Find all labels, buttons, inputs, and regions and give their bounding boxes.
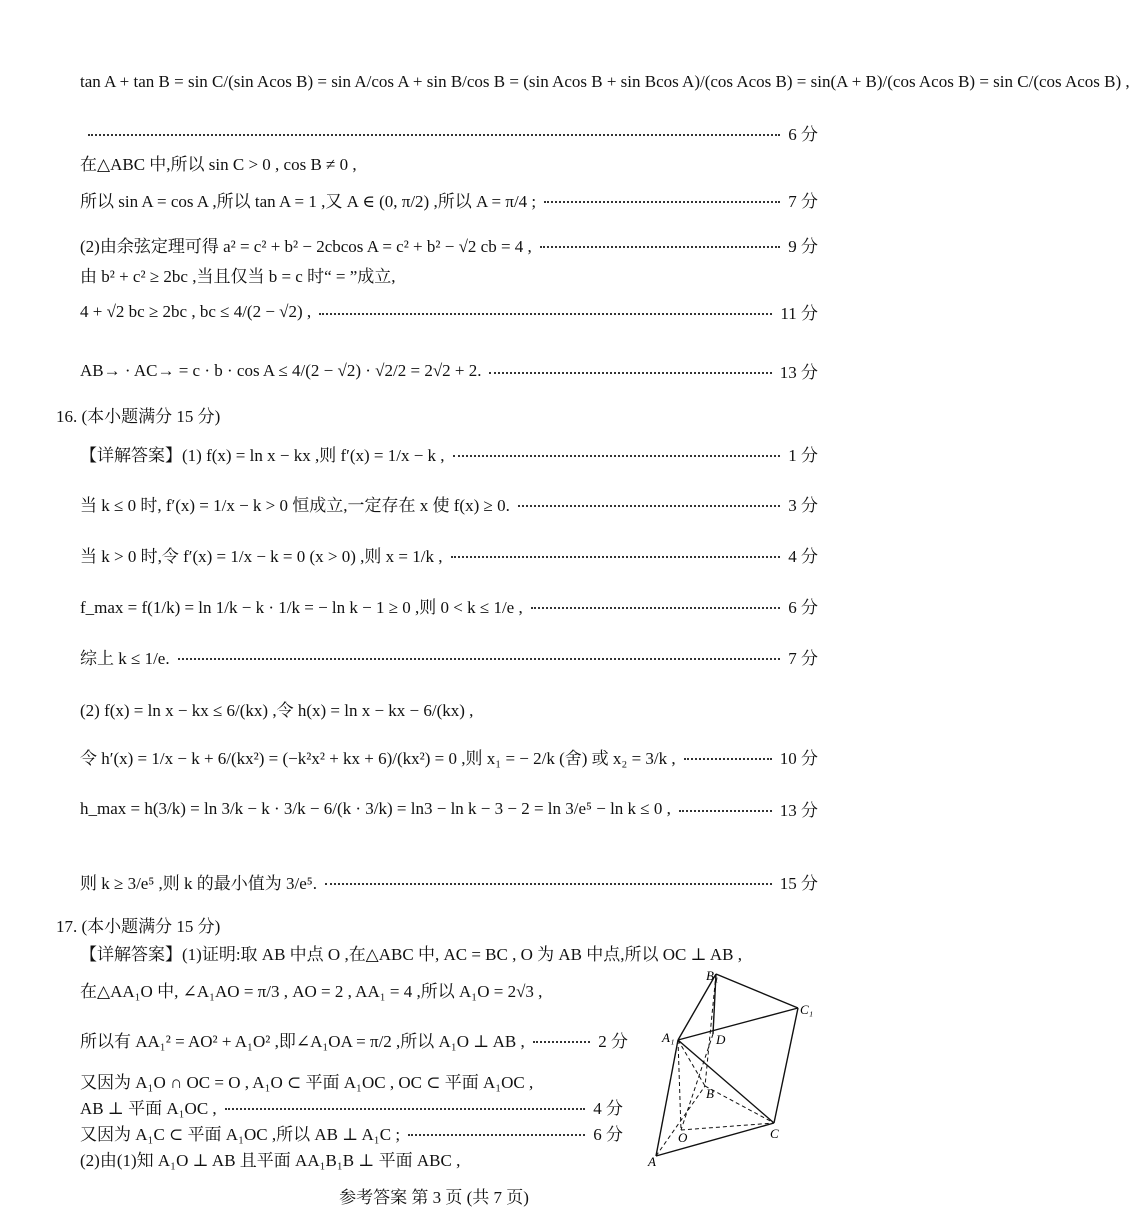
- dot-leader: [544, 201, 780, 203]
- answer-line: [80, 1146, 638, 1171]
- label-O: O: [678, 1130, 688, 1145]
- score-label: 1 分: [788, 446, 818, 465]
- answer-line: [80, 796, 818, 821]
- line-text: h_max = h(3/k) = ln 3/k − k · 3/k − 6/(k · 3/k) = ln3 − ln k − 3 − 2 = ln 3/e⁵ − ln k ≤ 0 ,: [80, 798, 671, 818]
- line-text: 【详解答案】(1) f(x) = ln x − kx ,则 f′(x) = 1/x − k ,: [80, 446, 445, 465]
- answer-line: [80, 299, 818, 324]
- dot-leader: [518, 505, 780, 507]
- label-B: B: [706, 1086, 714, 1101]
- answer-line: [80, 940, 818, 965]
- line-text: 在△AA₁O 中, ∠A₁AO = π/3 , AO = 2 , AA₁ = 4 ,所以 A₁O = 2√3 ,: [80, 982, 543, 1001]
- dot-leader: [679, 810, 772, 812]
- dot-leader: [531, 607, 781, 609]
- line-text: 由 b² + c² ≥ 2bc ,当且仅当 b = c 时“ = ”成立,: [80, 267, 396, 286]
- dot-leader: [319, 313, 772, 315]
- page-footer: 参考答案 第 3 页 (共 7 页): [339, 1188, 529, 1207]
- score-label: 9 分: [788, 237, 818, 256]
- line-text: (2) f(x) = ln x − kx ≤ 6/(kx) ,令 h(x) = ln x − kx − 6/(kx) ,: [80, 701, 474, 720]
- line-text: 又因为 A₁O ∩ OC = O , A₁O ⊂ 平面 A₁OC , OC ⊂ 平面 A₁OC ,: [80, 1073, 534, 1092]
- label-A1: A₁: [662, 1030, 675, 1045]
- line-text: 当 k ≤ 0 时, f′(x) = 1/x − k > 0 恒成立,一定存在 x 使 f(x) ≥ 0.: [80, 496, 510, 515]
- score-label: 13 分: [779, 363, 818, 382]
- answer-line: [80, 644, 818, 669]
- label-D: D: [716, 1032, 726, 1047]
- line-text: 所以 sin A = cos A ,所以 tan A = 1 ,又 A ∈ (0, π/2) ,所以 A = π/4 ;: [80, 192, 537, 211]
- line-text: (2)由余弦定理可得 a² = c² + b² − 2cbcos A = c² + b² − √2 cb = 4 ,: [80, 237, 532, 256]
- answer-line: [80, 977, 638, 1002]
- line-text: 令 h′(x) = 1/x − k + 6/(kx²) = (−k²x² + kx + 6)/(kx²) = 0 ,则 x₁ = − 2/k (舍) 或 x₂ = 3/k ,: [80, 749, 676, 768]
- answer-line: [80, 744, 818, 769]
- answer-line: [80, 232, 818, 257]
- score-label: 3 分: [788, 496, 818, 515]
- line-text: 在△ABC 中,所以 sin C > 0 , cos B ≠ 0 ,: [80, 155, 357, 174]
- dot-leader: [540, 246, 780, 248]
- line-text: 则 k ≥ 3/e⁵ ,则 k 的最小值为 3/e⁵.: [80, 874, 317, 893]
- score-label: 10 分: [779, 749, 818, 768]
- answer-line: [80, 1094, 623, 1119]
- answer-line: [80, 696, 818, 721]
- answer-line: [80, 150, 818, 175]
- score-label: 6 分: [788, 598, 818, 617]
- line-text: 4 + √2 bc ≥ 2bc , bc ≤ 4/(2 − √2) ,: [80, 301, 312, 321]
- prism-figure: [648, 968, 818, 1168]
- line-text: 【详解答案】(1)证明:取 AB 中点 O ,在△ABC 中, AC = BC , O 为 AB 中点,所以 OC ⊥ AB ,: [80, 945, 743, 964]
- dot-leader: [451, 556, 781, 558]
- answer-line: [80, 1068, 638, 1093]
- answer-line: [80, 441, 818, 466]
- score-label: 11 分: [780, 304, 818, 323]
- line-text: (2)由(1)知 A₁O ⊥ AB 且平面 AA₁B₁B ⊥ 平面 ABC ,: [80, 1151, 461, 1170]
- line-text: f_max = f(1/k) = ln 1/k − k · 1/k = − ln k − 1 ≥ 0 ,则 0 < k ≤ 1/e ,: [80, 598, 523, 617]
- line-text: tan A + tan B = sin C/(sin Acos B) = sin A/cos A + sin B/cos B = (sin Acos B + sin Bcos A)/(cos Acos B) = sin(A + B)/(cos Acos B) = sin C/(cos Acos B) ,: [80, 72, 1130, 91]
- answer-line: [80, 262, 818, 287]
- score-label: 4 分: [593, 1099, 623, 1118]
- answer-line: [80, 491, 818, 516]
- label-A: A: [648, 1154, 656, 1169]
- answer-line: [80, 187, 818, 212]
- dot-leader: [225, 1108, 586, 1110]
- label-C: C: [770, 1126, 779, 1141]
- answer-line: [80, 1027, 628, 1052]
- answer-line: [80, 869, 818, 894]
- line-text: 综上 k ≤ 1/e.: [80, 649, 170, 668]
- score-label: 2 分: [598, 1032, 628, 1051]
- dot-leader: [453, 455, 781, 457]
- dot-leader: [325, 883, 772, 885]
- label-C1: C₁: [800, 1002, 814, 1017]
- dot-leader: [408, 1134, 585, 1136]
- line-text: AB ⊥ 平面 A₁OC ,: [80, 1099, 217, 1118]
- answer-line: [80, 593, 818, 618]
- score-label: 15 分: [779, 874, 818, 893]
- answer-line: [80, 358, 818, 383]
- question-16-heading: 16. (本小题满分 15 分): [56, 407, 221, 426]
- question-17-heading: 17. (本小题满分 15 分): [56, 917, 221, 936]
- answer-line: [80, 542, 818, 567]
- line-text: 所以有 AA₁² = AO² + A₁O² ,即∠A₁OA = π/2 ,所以 A₁O ⊥ AB ,: [80, 1032, 525, 1051]
- score-label: 4 分: [788, 547, 818, 566]
- score-label: 13 分: [779, 801, 818, 820]
- label-B1: B₁: [706, 968, 719, 983]
- answer-line: [80, 72, 1130, 92]
- dot-leader: [684, 758, 772, 760]
- score-label: 6 分: [593, 1125, 623, 1144]
- score-label: 7 分: [788, 192, 818, 211]
- dot-leader: [88, 134, 780, 136]
- score-label: 7 分: [788, 649, 818, 668]
- line-text: 又因为 A₁C ⊂ 平面 A₁OC ,所以 AB ⊥ A₁C ;: [80, 1125, 401, 1144]
- answer-line: [80, 120, 818, 145]
- dot-leader: [533, 1041, 591, 1043]
- line-text: 当 k > 0 时,令 f′(x) = 1/x − k = 0 (x > 0) ,则 x = 1/k ,: [80, 547, 443, 566]
- score-label: 6 分: [788, 125, 818, 144]
- dot-leader: [178, 658, 781, 660]
- answer-line: [80, 1120, 623, 1145]
- line-text: AB→ · AC→ = c · b · cos A ≤ 4/(2 − √2) · √2/2 = 2√2 + 2.: [80, 360, 482, 380]
- dot-leader: [489, 372, 771, 374]
